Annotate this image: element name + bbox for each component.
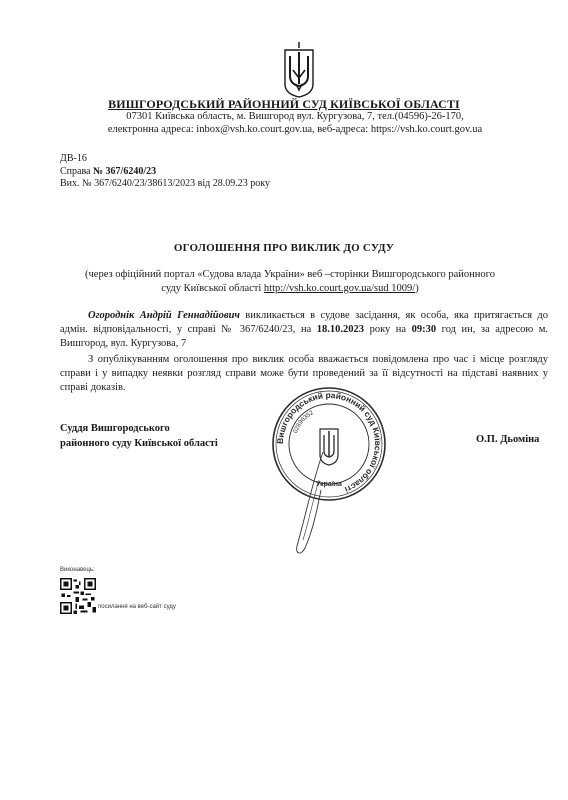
- qr-label: Виконавець:: [60, 567, 95, 573]
- summons-paragraph: Огороднік Андрій Геннадійович викликається в судове засідання, як особа, яка притягається до адмін. відповідальності, у справі № 367/6240/23, на 18.10.2023 року на 09:30 год ин, за адресою м. Вишгород, вул. Кургузова, 7: [60, 310, 548, 349]
- notice-title: ОГОЛОШЕННЯ ПРО ВИКЛИК ДО СУДУ: [173, 242, 395, 254]
- signature-icon: [283, 450, 343, 560]
- coat-of-arms-icon: [281, 40, 317, 98]
- person-name: Огороднік Андрій Геннадійович: [88, 310, 240, 321]
- case-number: № 367/6240/23: [93, 165, 157, 177]
- stamp-bottom-text: Україна: [316, 481, 342, 488]
- court-site-link[interactable]: http://vsh.ko.court.gov.ua/sud 1009/: [263, 283, 416, 294]
- qr-code-icon[interactable]: [60, 578, 96, 614]
- stamp-ring-text: Вишгородський районний суд Київської області: [274, 389, 384, 495]
- qr-caption: посилання на веб-сайт суду: [98, 604, 176, 610]
- notice-paragraph: З опублікуванням оголошення про виклик особа вважається повідомлена про час і місце розгляду справи і у випадку неявки розгляд справи може бути проведений за її відсутності на підставі наявних у справі доказів.: [60, 354, 548, 393]
- hearing-date: 18.10.2023: [316, 324, 365, 335]
- outgoing-number: Вих. № 367/6240/23/38613/2023 від 28.09.23 року: [60, 178, 270, 189]
- court-name: ВИШГОРОДСЬКИЙ РАЙОННИЙ СУД КИЇВСЬКОЇ ОБЛАСТІ: [108, 97, 460, 111]
- judge-title: Суддя Вишгородського районного суду Київської області: [60, 423, 218, 449]
- document-meta: [60, 153, 270, 191]
- notice-subtitle: (через офіційний портал «Судова влада України» веб –сторінки Вишгородського районного суду Київської області http://vsh.ko.court.gov.ua/sud 1009/): [85, 269, 495, 294]
- hearing-time: 09:30: [411, 324, 437, 335]
- judge-name: О.П. Дьоміна: [476, 434, 540, 445]
- court-contacts: електронна адреса: inbox@vsh.ko.court.gov.ua, веб-адреса: https://vsh.ko.court.gov.ua: [107, 124, 483, 135]
- court-address: 07301 Київська область, м. Вишгород вул. Кургузова, 7, тел.(04596)-26-170,: [126, 111, 464, 122]
- stamp-code: 02896352: [292, 410, 315, 435]
- form-code: ДВ-16: [60, 153, 87, 164]
- case-number-line: Справа № 367/6240/23: [60, 165, 157, 177]
